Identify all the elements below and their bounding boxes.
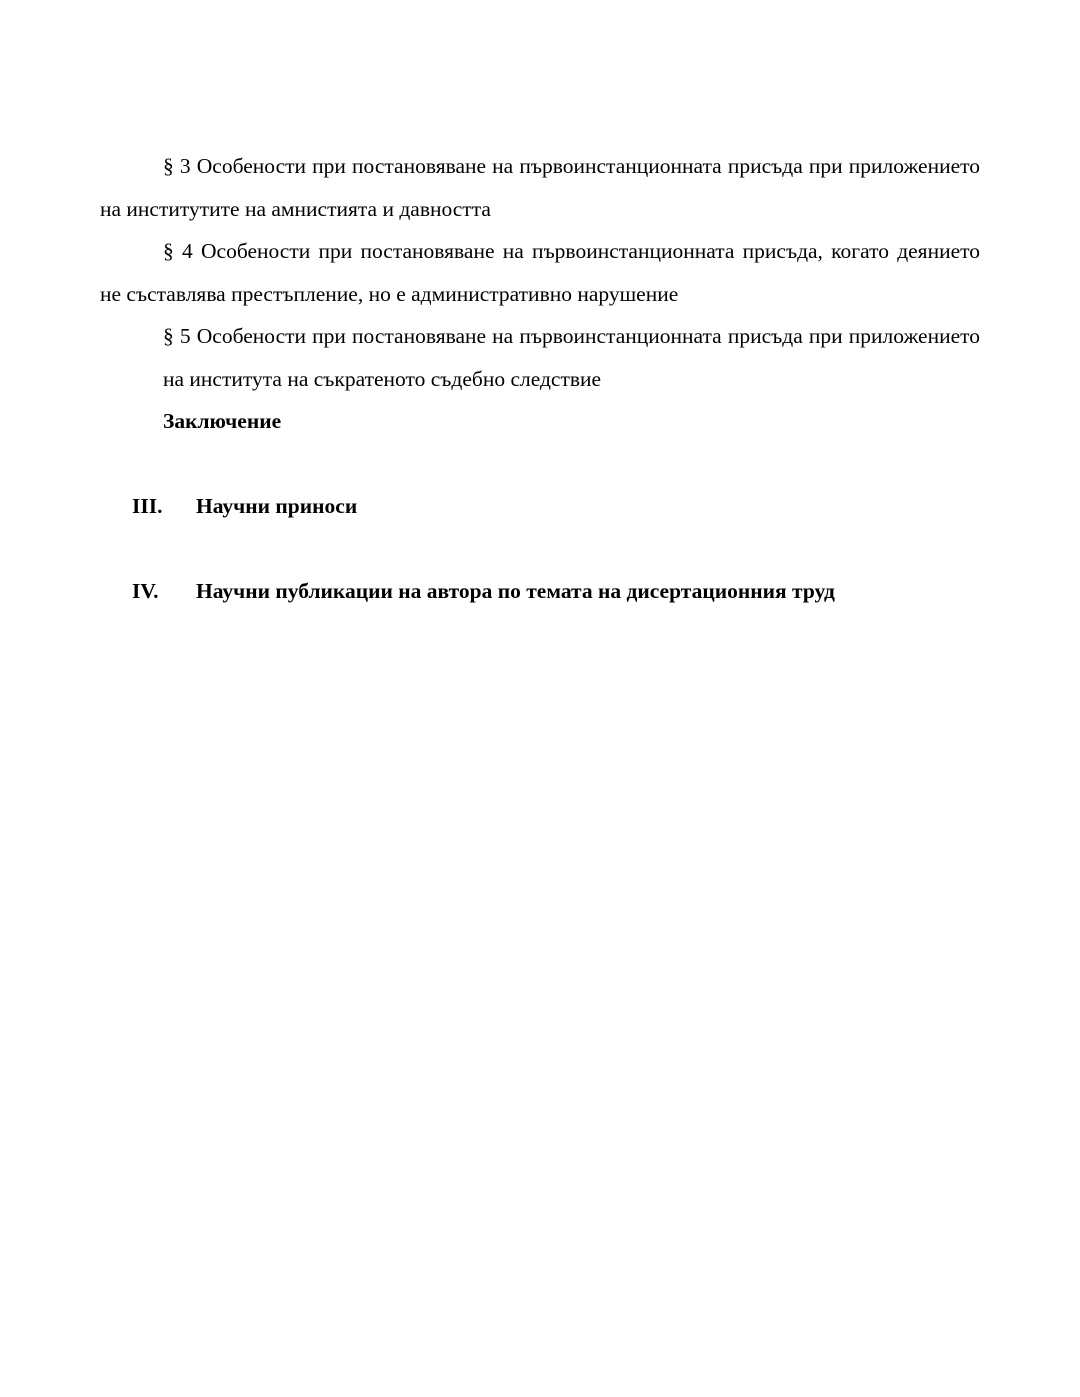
chapter-4-numeral: IV. xyxy=(132,579,159,603)
toc-section-5: § 5 Особености при постановяване на първоинстанционната присъда при приложението на института на съкратеното съдебно следствие xyxy=(163,324,980,391)
toc-section-4: § 4 Особености при постановяване на първоинстанционната присъда, когато деянието не съставлява престъпление, но е административно нарушение xyxy=(100,239,980,306)
chapter-3-title: Научни приноси xyxy=(196,494,358,518)
toc-chapter-3 xyxy=(132,485,357,528)
chapter-3-numeral: III. xyxy=(132,494,163,518)
chapter-4-title: Научни публикации на автора по темата на дисертационния труд xyxy=(196,579,835,603)
toc-conclusion: Заключение xyxy=(163,409,282,433)
toc-chapter-4 xyxy=(132,570,835,613)
toc-section-3: § 3 Особености при постановяване на първоинстанционната присъда при приложението на институтите на амнистията и давността xyxy=(100,154,980,221)
